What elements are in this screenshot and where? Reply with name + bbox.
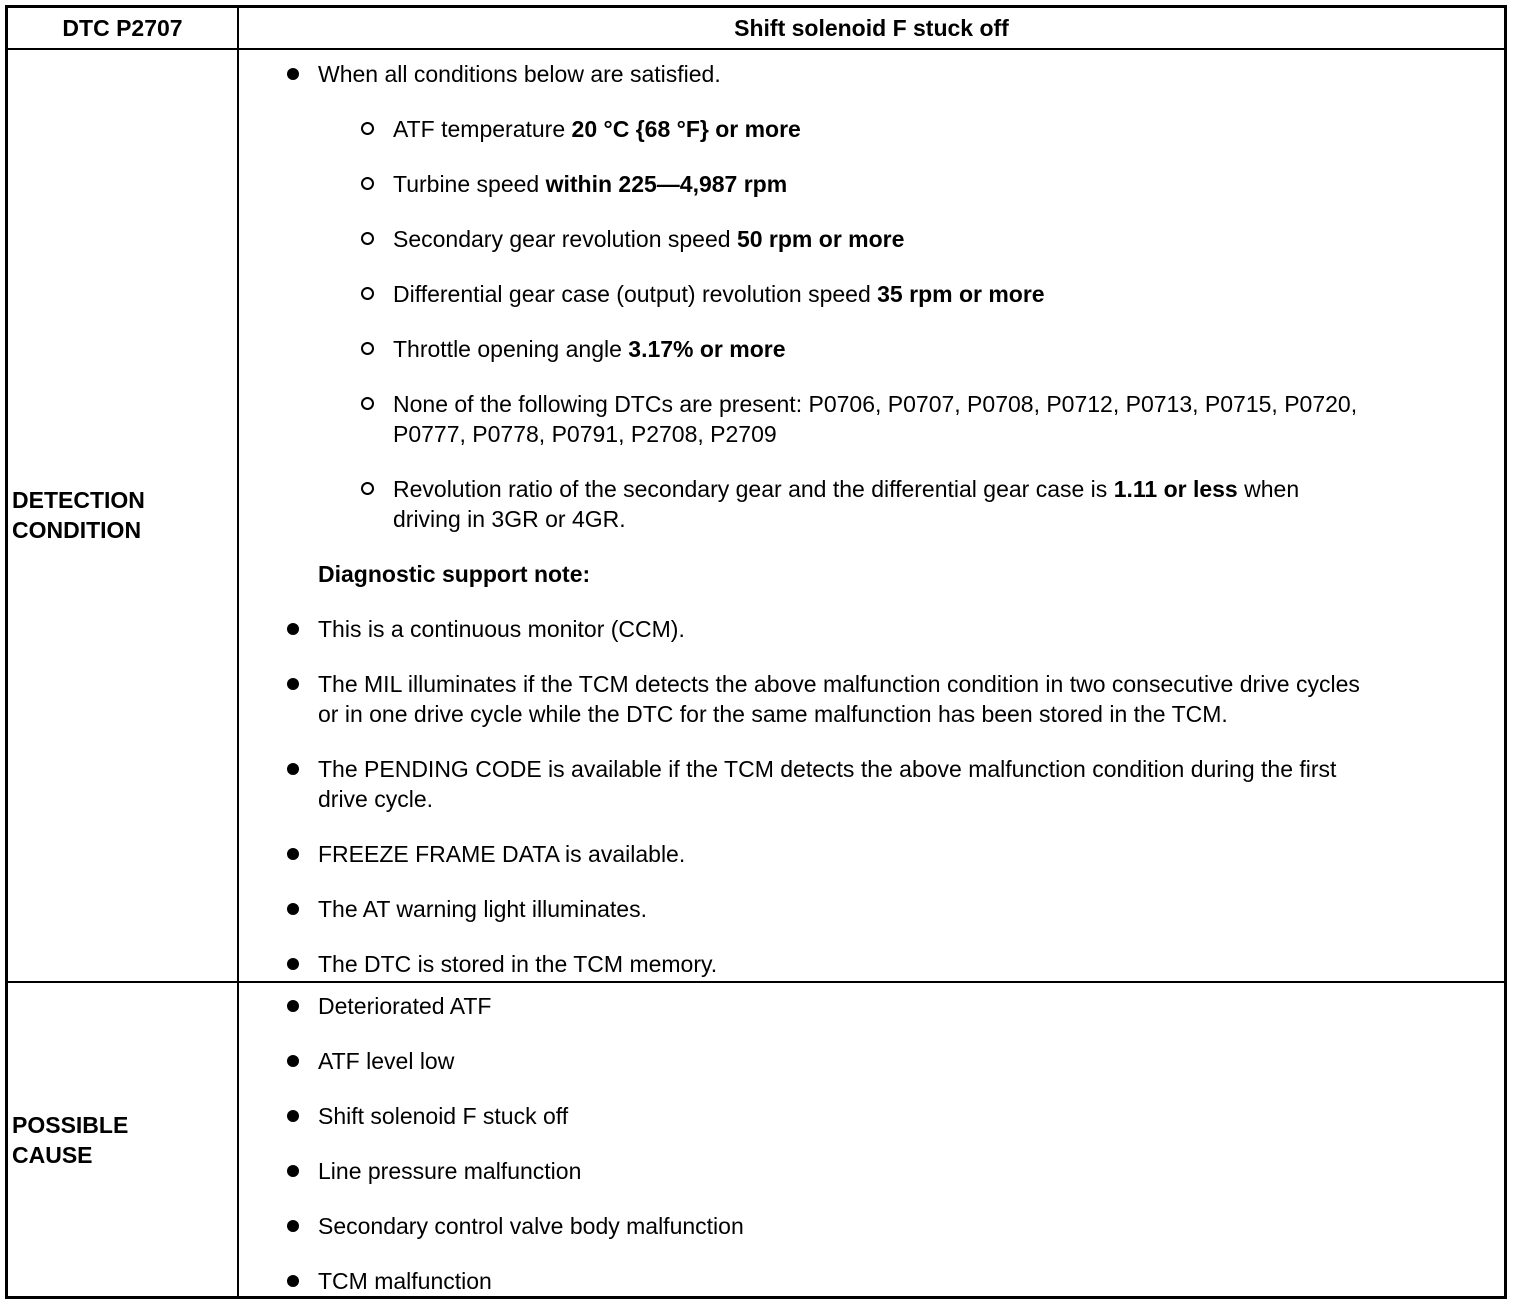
- bullet-icon: [287, 68, 299, 80]
- cause-item: ATF level low: [318, 1048, 455, 1074]
- note-dtc-stored: The DTC is stored in the TCM memory.: [318, 951, 718, 977]
- condition-dtc-line1: None of the following DTCs are present: P0706, P0707, P0708, P0712, P0713, P0715, P0720,: [393, 391, 1358, 417]
- cause-item: TCM malfunction: [318, 1268, 492, 1294]
- circle-bullet-icon: [361, 482, 374, 495]
- condition-turbine-speed: Turbine speed within 225—4,987 rpm: [393, 171, 788, 197]
- cause-item: Secondary control valve body malfunction: [318, 1213, 744, 1239]
- dtc-table: [5, 5, 1507, 1299]
- circle-bullet-icon: [361, 342, 374, 355]
- column-divider: [237, 8, 239, 1296]
- note-at-warning: The AT warning light illuminates.: [318, 896, 647, 922]
- detection-intro: When all conditions below are satisfied.: [318, 61, 721, 87]
- bullet-icon: [287, 1055, 299, 1067]
- note-pending-line1: The PENDING CODE is available if the TCM detects the above malfunction condition during the first: [318, 756, 1337, 782]
- cause-item: Deteriorated ATF: [318, 993, 492, 1019]
- condition-atf-temp: ATF temperature 20 °C {68 °F} or more: [393, 116, 801, 142]
- note-ccm: This is a continuous monitor (CCM).: [318, 616, 685, 642]
- row-divider: [8, 981, 1504, 983]
- cause-item: Shift solenoid F stuck off: [318, 1103, 569, 1129]
- bullet-icon: [287, 1165, 299, 1177]
- circle-bullet-icon: [361, 287, 374, 300]
- note-mil-line2: or in one drive cycle while the DTC for the same malfunction has been stored in the TCM.: [318, 701, 1228, 727]
- circle-bullet-icon: [361, 397, 374, 410]
- bullet-icon: [287, 848, 299, 860]
- circle-bullet-icon: [361, 122, 374, 135]
- note-freeze-frame: FREEZE FRAME DATA is available.: [318, 841, 686, 867]
- circle-bullet-icon: [361, 232, 374, 245]
- condition-throttle: Throttle opening angle 3.17% or more: [393, 336, 786, 362]
- detection-condition-label: DETECTION CONDITION: [12, 487, 145, 543]
- condition-secondary-gear: Secondary gear revolution speed 50 rpm or more: [393, 226, 905, 252]
- bullet-icon: [287, 1275, 299, 1287]
- note-pending-line2: drive cycle.: [318, 786, 434, 812]
- dtc-title: Shift solenoid F stuck off: [734, 14, 1009, 41]
- support-heading: Diagnostic support note:: [318, 561, 591, 587]
- header-divider: [8, 48, 1504, 50]
- bullet-icon: [287, 903, 299, 915]
- circle-bullet-icon: [361, 177, 374, 190]
- bullet-icon: [287, 1220, 299, 1232]
- condition-ratio-line2: driving in 3GR or 4GR.: [393, 506, 626, 532]
- dtc-code: DTC P2707: [62, 14, 183, 41]
- bullet-icon: [287, 958, 299, 970]
- condition-differential-speed: Differential gear case (output) revolution speed 35 rpm or more: [393, 281, 1045, 307]
- bullet-icon: [287, 678, 299, 690]
- cause-item: Line pressure malfunction: [318, 1158, 582, 1184]
- bullet-icon: [287, 623, 299, 635]
- condition-dtc-line2: P0777, P0778, P0791, P2708, P2709: [393, 421, 777, 447]
- note-mil-line1: The MIL illuminates if the TCM detects the above malfunction condition in two consecutive drive cycles: [318, 671, 1360, 697]
- bullet-icon: [287, 1000, 299, 1012]
- possible-cause-label: POSSIBLE CAUSE: [12, 1112, 129, 1168]
- condition-ratio-line1: Revolution ratio of the secondary gear and the differential gear case is 1.11 or less when: [393, 476, 1300, 502]
- bullet-icon: [287, 1110, 299, 1122]
- bullet-icon: [287, 763, 299, 775]
